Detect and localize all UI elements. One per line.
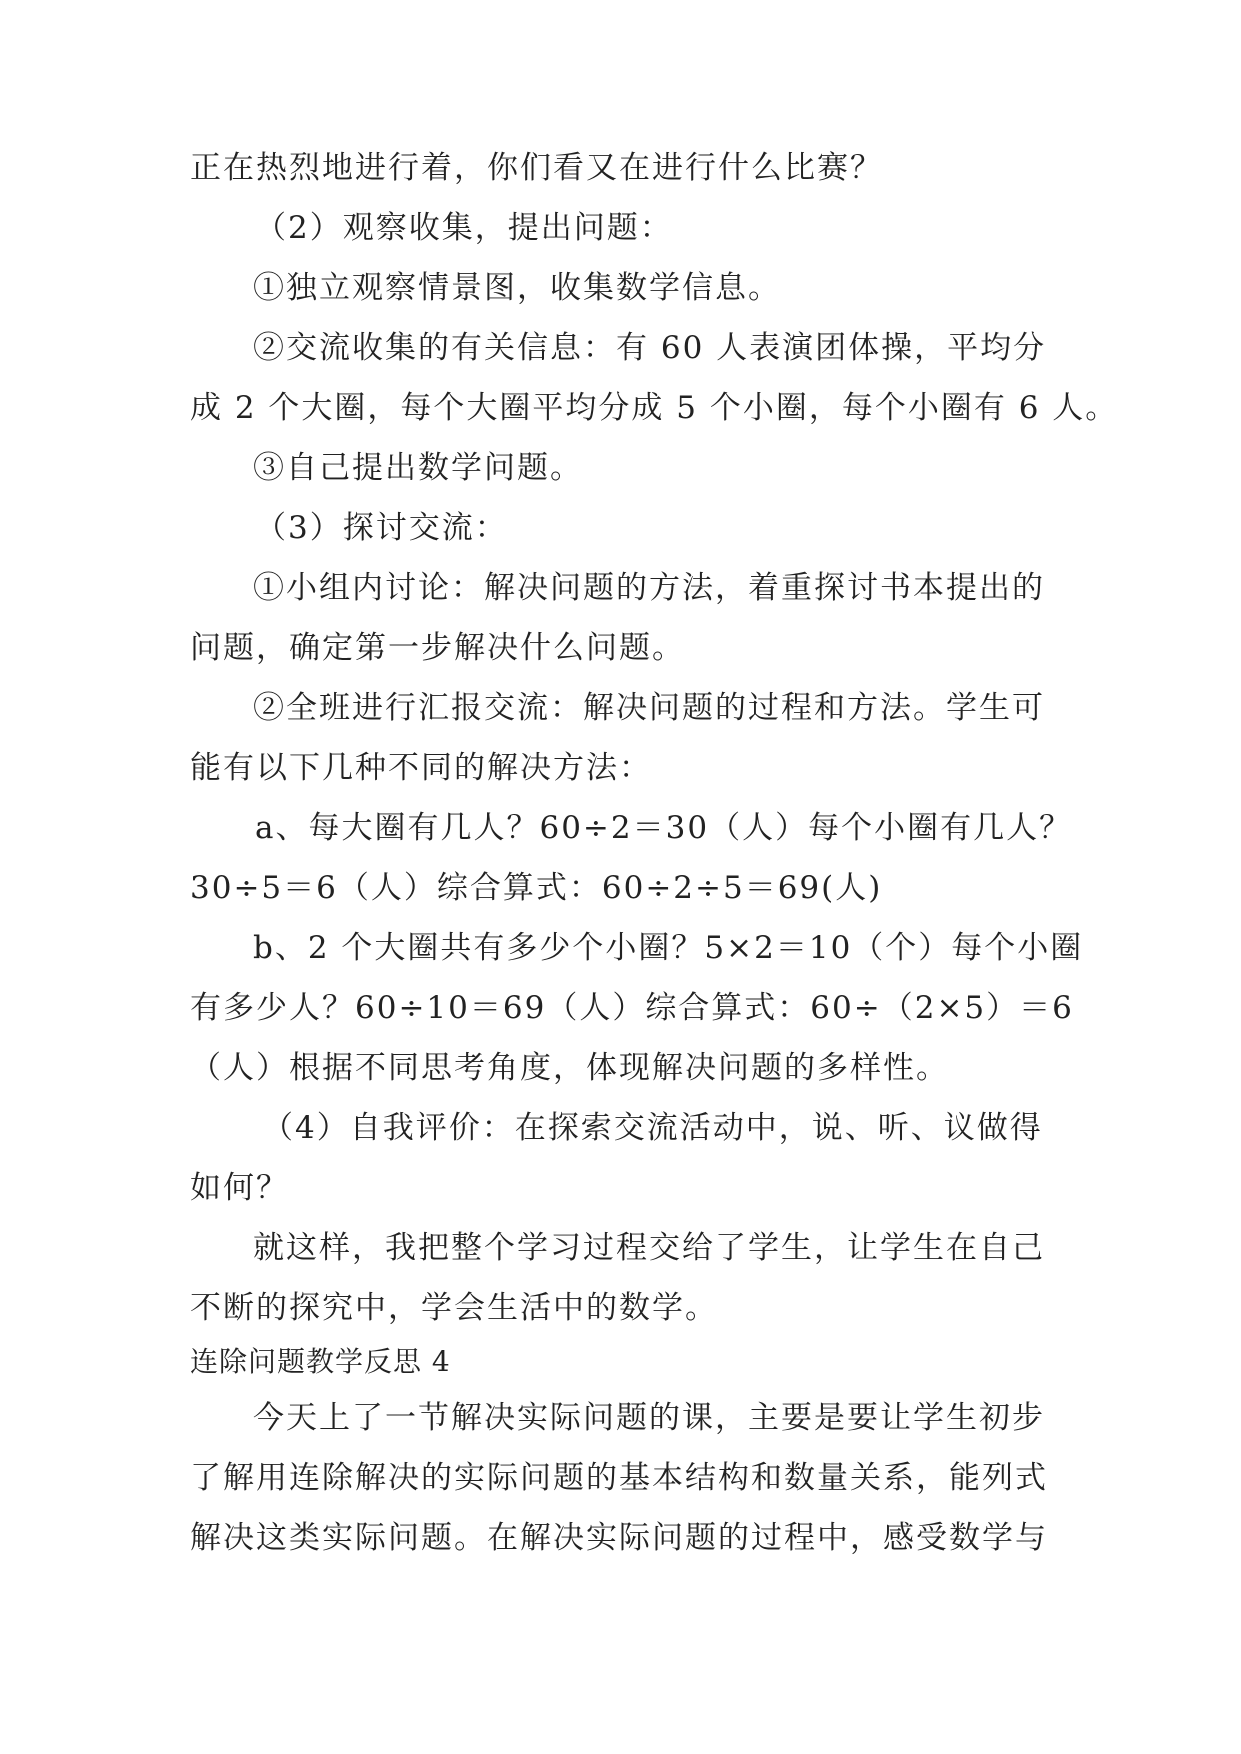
list-item: ②交流收集的有关信息：有 60 人表演团体操，平均分 [253,330,1047,366]
paragraph-line: 不断的探究中，学会生活中的数学。 [190,1290,718,1326]
paragraph-line: 问题，确定第一步解决什么问题。 [190,630,685,666]
paragraph-line: 如何？ [190,1170,289,1206]
paragraph-line: 有多少人？60÷10＝69（人）综合算式：60÷（2×5）＝6 [190,990,1074,1026]
paragraph-line: 就这样，我把整个学习过程交给了学生，让学生在自己 [253,1230,1045,1266]
paragraph-line: 了解用连除解决的实际问题的基本结构和数量关系，能列式 [190,1460,1048,1496]
paragraph-line: 30÷5＝6（人）综合算式：60÷2÷5＝69(人) [190,870,883,906]
paragraph-line: 成 2 个大圈，每个大圈平均分成 5 个小圈，每个小圈有 6 人。 [190,390,1119,426]
method-b-line: b、2 个大圈共有多少个小圈？5×2＝10（个）每个小圈 [253,930,1084,966]
section-heading-2: （2）观察收集，提出问题： [255,210,673,246]
paragraph-line: 正在热烈地进行着，你们看又在进行什么比赛？ [190,150,883,186]
list-item: ③自己提出数学问题。 [253,450,583,486]
method-a-line: a、每大圈有几人？60÷2＝30（人）每个小圈有几人？ [255,810,1073,846]
paragraph-line: （人）根据不同思考角度，体现解决问题的多样性。 [190,1050,949,1086]
paragraph-line: 今天上了一节解决实际问题的课，主要是要让学生初步 [253,1400,1045,1436]
section-heading-4: （4）自我评价：在探索交流活动中，说、听、议做得 [262,1110,1043,1146]
section-heading-3: （3）探讨交流： [255,510,508,546]
list-item: ②全班进行汇报交流：解决问题的过程和方法。学生可 [253,690,1045,726]
article-heading: 连除问题教学反思 4 [190,1345,451,1378]
list-item: ①独立观察情景图，收集数学信息。 [253,270,781,306]
paragraph-line: 能有以下几种不同的解决方法： [190,750,652,786]
list-item: ①小组内讨论：解决问题的方法，着重探讨书本提出的 [253,570,1045,606]
paragraph-line: 解决这类实际问题。在解决实际问题的过程中，感受数学与 [190,1520,1048,1556]
